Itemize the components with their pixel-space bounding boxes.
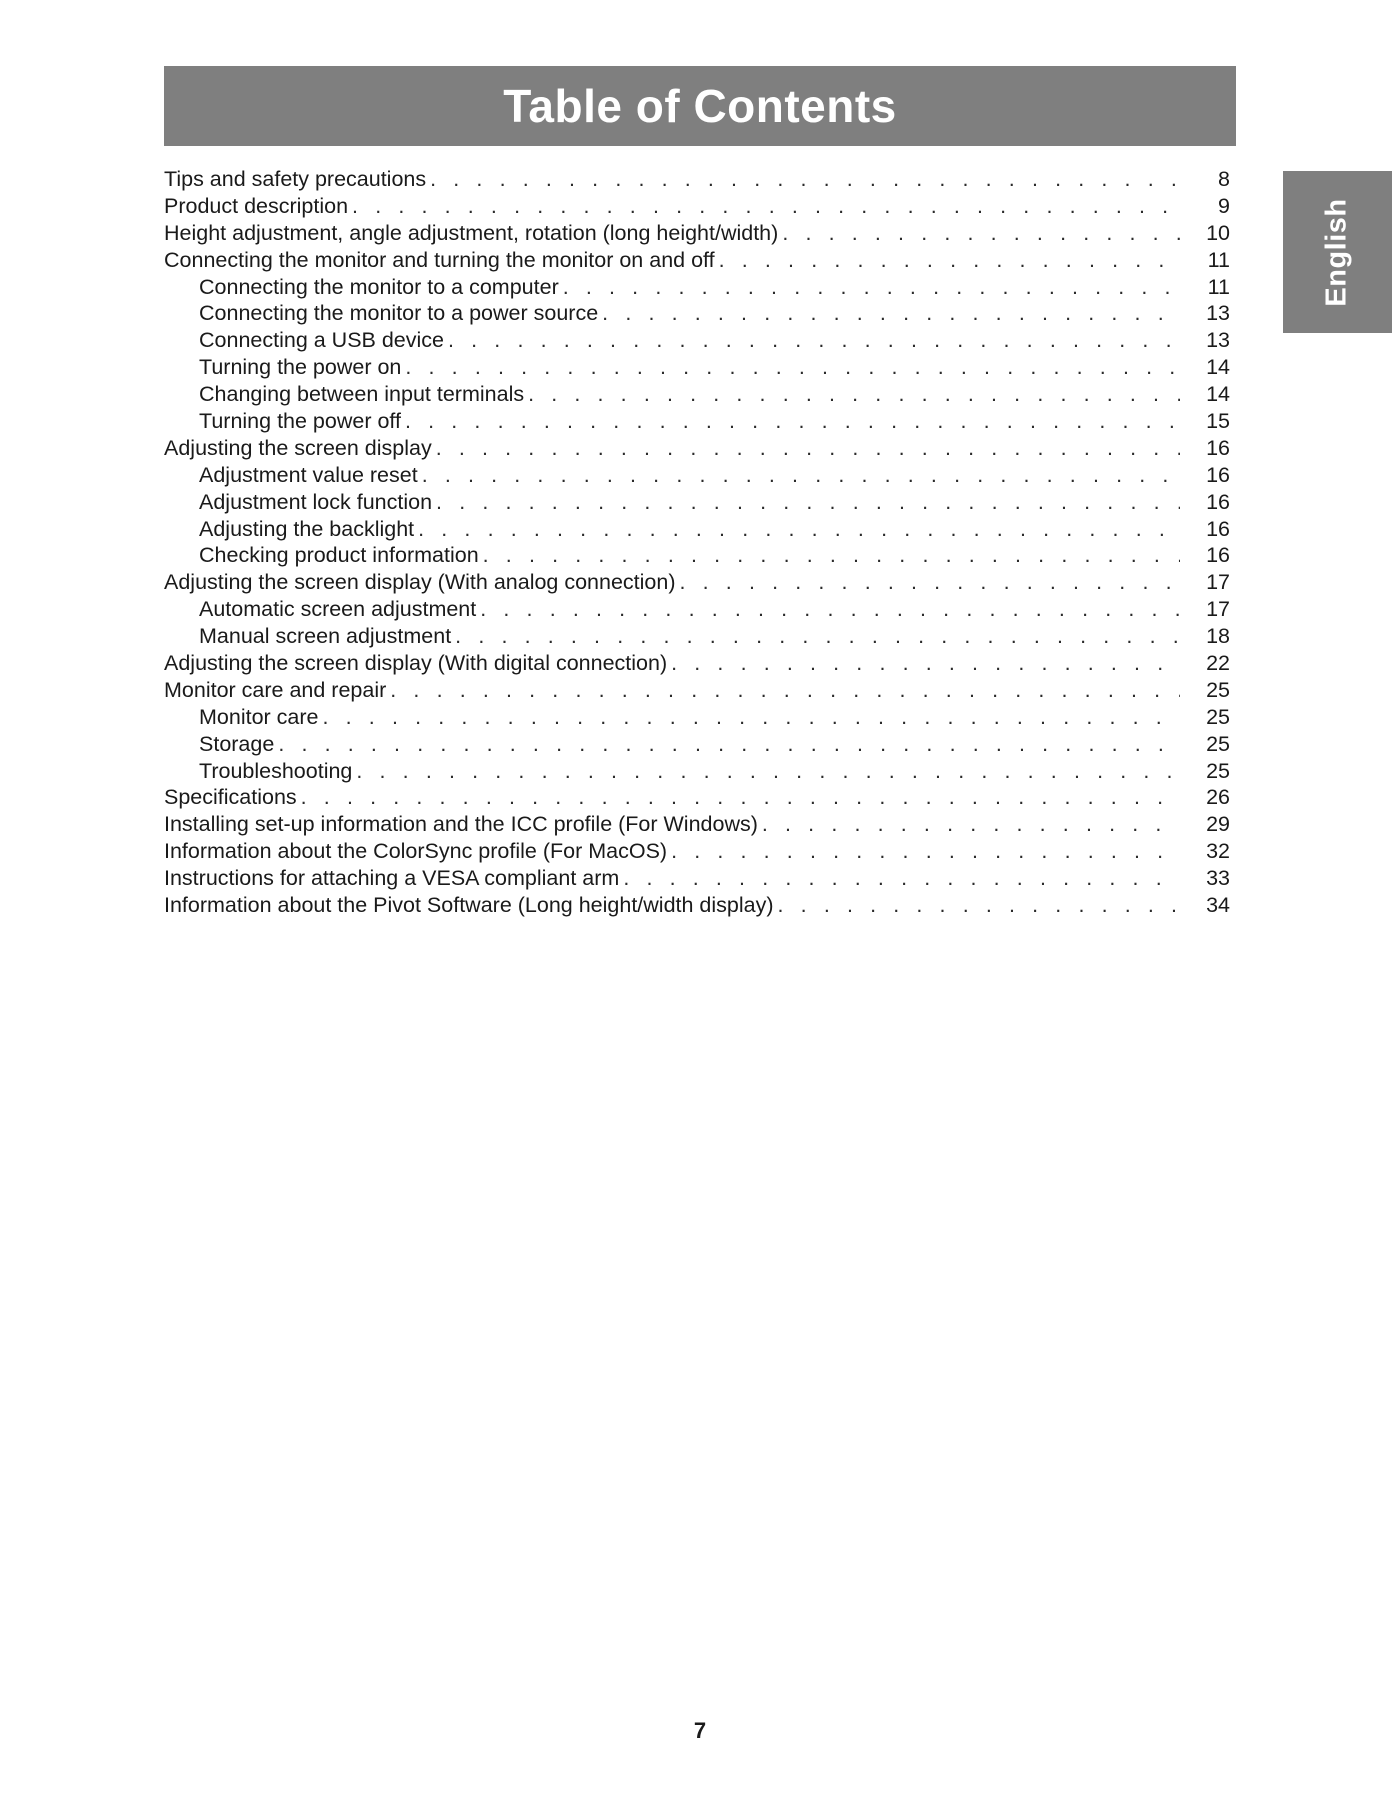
toc-entry-page: 16 — [1206, 516, 1230, 541]
toc-entry — [164, 220, 1230, 247]
toc-leader-dots — [430, 166, 1180, 193]
toc-entry-label: Height adjustment, angle adjustment, rotation (long height/width) — [164, 220, 779, 245]
toc-entry — [164, 838, 1230, 865]
toc-leader-dots — [782, 220, 1180, 247]
toc-entry — [164, 166, 1230, 193]
toc-leader-dots — [356, 758, 1180, 785]
toc-leader-dots — [301, 784, 1180, 811]
toc-entry — [164, 542, 1230, 569]
toc-entry-page: 14 — [1206, 382, 1230, 407]
toc-entry — [164, 516, 1230, 543]
toc-entry-page: 34 — [1206, 893, 1230, 918]
toc-leader-dots — [448, 327, 1180, 354]
toc-entry-page: 16 — [1206, 489, 1230, 514]
toc-entry — [164, 758, 1230, 785]
toc-entry-label: Information about the Pivot Software (Long height/width display) — [164, 893, 774, 918]
toc-entry — [164, 596, 1230, 623]
toc-leader-dots — [762, 811, 1180, 838]
page-title: Table of Contents — [503, 80, 897, 132]
toc-entry — [164, 704, 1230, 731]
toc-entry-page: 13 — [1206, 301, 1230, 326]
toc-entry — [164, 784, 1230, 811]
toc-entry-page: 11 — [1207, 247, 1230, 272]
toc-leader-dots — [352, 193, 1180, 220]
toc-entry — [164, 193, 1230, 220]
title-banner — [164, 66, 1236, 146]
toc-entry-label: Specifications — [164, 785, 297, 810]
toc-entry — [164, 274, 1230, 301]
toc-leader-dots — [778, 892, 1180, 919]
toc-entry-label: Monitor care and repair — [164, 677, 387, 702]
toc-entry-page: 16 — [1206, 462, 1230, 487]
toc-entry-page: 25 — [1206, 731, 1230, 756]
toc-entry-label: Troubleshooting — [199, 758, 353, 783]
toc-leader-dots — [278, 731, 1180, 758]
toc-leader-dots — [422, 462, 1180, 489]
toc-entry-label: Installing set-up information and the ICC profile (For Windows) — [164, 812, 758, 837]
toc-leader-dots — [671, 650, 1180, 677]
language-tab — [1283, 171, 1392, 333]
toc-leader-dots — [483, 542, 1180, 569]
toc-entry-label: Connecting a USB device — [199, 328, 445, 353]
toc-entry — [164, 327, 1230, 354]
toc-entry-page: 26 — [1206, 785, 1230, 810]
toc-leader-dots — [418, 516, 1180, 543]
toc-entry-label: Product description — [164, 193, 349, 218]
toc-entry — [164, 462, 1230, 489]
toc-entry-page: 25 — [1206, 758, 1230, 783]
toc-entry — [164, 408, 1230, 435]
toc-entry-page: 10 — [1206, 220, 1230, 245]
toc-entry — [164, 677, 1230, 704]
toc-leader-dots — [455, 623, 1180, 650]
toc-leader-dots — [480, 596, 1180, 623]
toc-leader-dots — [680, 569, 1180, 596]
toc-entry-label: Adjustment lock function — [199, 489, 433, 514]
toc-entry-label: Adjusting the screen display (With digital connection) — [164, 651, 668, 676]
toc-entry-page: 15 — [1206, 409, 1230, 434]
toc-entry-page: 16 — [1206, 435, 1230, 460]
toc-entry-page: 17 — [1206, 597, 1230, 622]
toc-entry-page: 18 — [1206, 624, 1230, 649]
toc-leader-dots — [623, 865, 1180, 892]
toc-entry-page: 17 — [1206, 570, 1230, 595]
toc-entry-label: Adjusting the screen display (With analog connection) — [164, 570, 676, 595]
toc-entry-page: 32 — [1206, 839, 1230, 864]
toc-leader-dots — [405, 354, 1180, 381]
toc-entry — [164, 865, 1230, 892]
toc-entry-page: 14 — [1206, 355, 1230, 380]
toc-entry — [164, 435, 1230, 462]
toc-entry-page: 13 — [1206, 328, 1230, 353]
toc-entry-label: Connecting the monitor to a computer — [199, 274, 559, 299]
toc-entry-label: Changing between input terminals — [199, 382, 525, 407]
toc-entry-label: Checking product information — [199, 543, 479, 568]
toc-entry-label: Monitor care — [199, 704, 319, 729]
toc-entry-page: 22 — [1206, 651, 1230, 676]
toc-entry-page: 9 — [1218, 193, 1230, 218]
toc-entry — [164, 892, 1230, 919]
toc-entry — [164, 623, 1230, 650]
toc-entry-label: Turning the power off — [199, 409, 401, 434]
toc-leader-dots — [323, 704, 1181, 731]
toc-entry-label: Adjustment value reset — [199, 462, 418, 487]
toc-entry-page: 25 — [1206, 704, 1230, 729]
toc-entry-label: Manual screen adjustment — [199, 624, 452, 649]
language-tab-label: English — [1320, 197, 1353, 307]
toc-leader-dots — [602, 300, 1180, 327]
toc-entry — [164, 811, 1230, 838]
toc-leader-dots — [563, 274, 1180, 301]
toc-leader-dots — [671, 838, 1180, 865]
toc-entry — [164, 300, 1230, 327]
toc-entry-page: 11 — [1207, 274, 1230, 299]
toc-entry-page: 33 — [1206, 866, 1230, 891]
toc-entry — [164, 247, 1230, 274]
toc-entry-label: Connecting the monitor to a power source — [199, 301, 599, 326]
toc-entry-label: Adjusting the backlight — [199, 516, 415, 541]
toc-entry — [164, 731, 1230, 758]
toc-entry-label: Instructions for attaching a VESA compliant arm — [164, 866, 620, 891]
toc-entry-label: Storage — [199, 731, 275, 756]
toc-entry-page: 25 — [1206, 677, 1230, 702]
toc-entry — [164, 489, 1230, 516]
toc-entry-page: 16 — [1206, 543, 1230, 568]
toc-entry — [164, 569, 1230, 596]
toc-entry — [164, 381, 1230, 408]
toc-entry-page: 8 — [1218, 167, 1230, 191]
toc-entry-label: Information about the ColorSync profile (For MacOS) — [164, 839, 668, 864]
toc-entry-label: Automatic screen adjustment — [199, 597, 477, 622]
toc-entry-label: Adjusting the screen display — [164, 435, 432, 460]
toc-entry — [164, 650, 1230, 677]
toc-leader-dots — [436, 489, 1180, 516]
toc-entry-label: Tips and safety precautions — [164, 167, 427, 191]
toc-leader-dots — [436, 435, 1180, 462]
toc-leader-dots — [390, 677, 1180, 704]
toc-entry-page: 29 — [1206, 812, 1230, 837]
page-number: 7 — [693, 1718, 707, 1743]
toc-entry-label: Connecting the monitor and turning the monitor on and off — [164, 247, 715, 272]
toc-entry — [164, 354, 1230, 381]
table-of-contents — [164, 166, 1230, 919]
toc-leader-dots — [528, 381, 1180, 408]
toc-leader-dots — [719, 247, 1180, 274]
toc-leader-dots — [405, 408, 1180, 435]
toc-entry-label: Turning the power on — [199, 355, 402, 380]
